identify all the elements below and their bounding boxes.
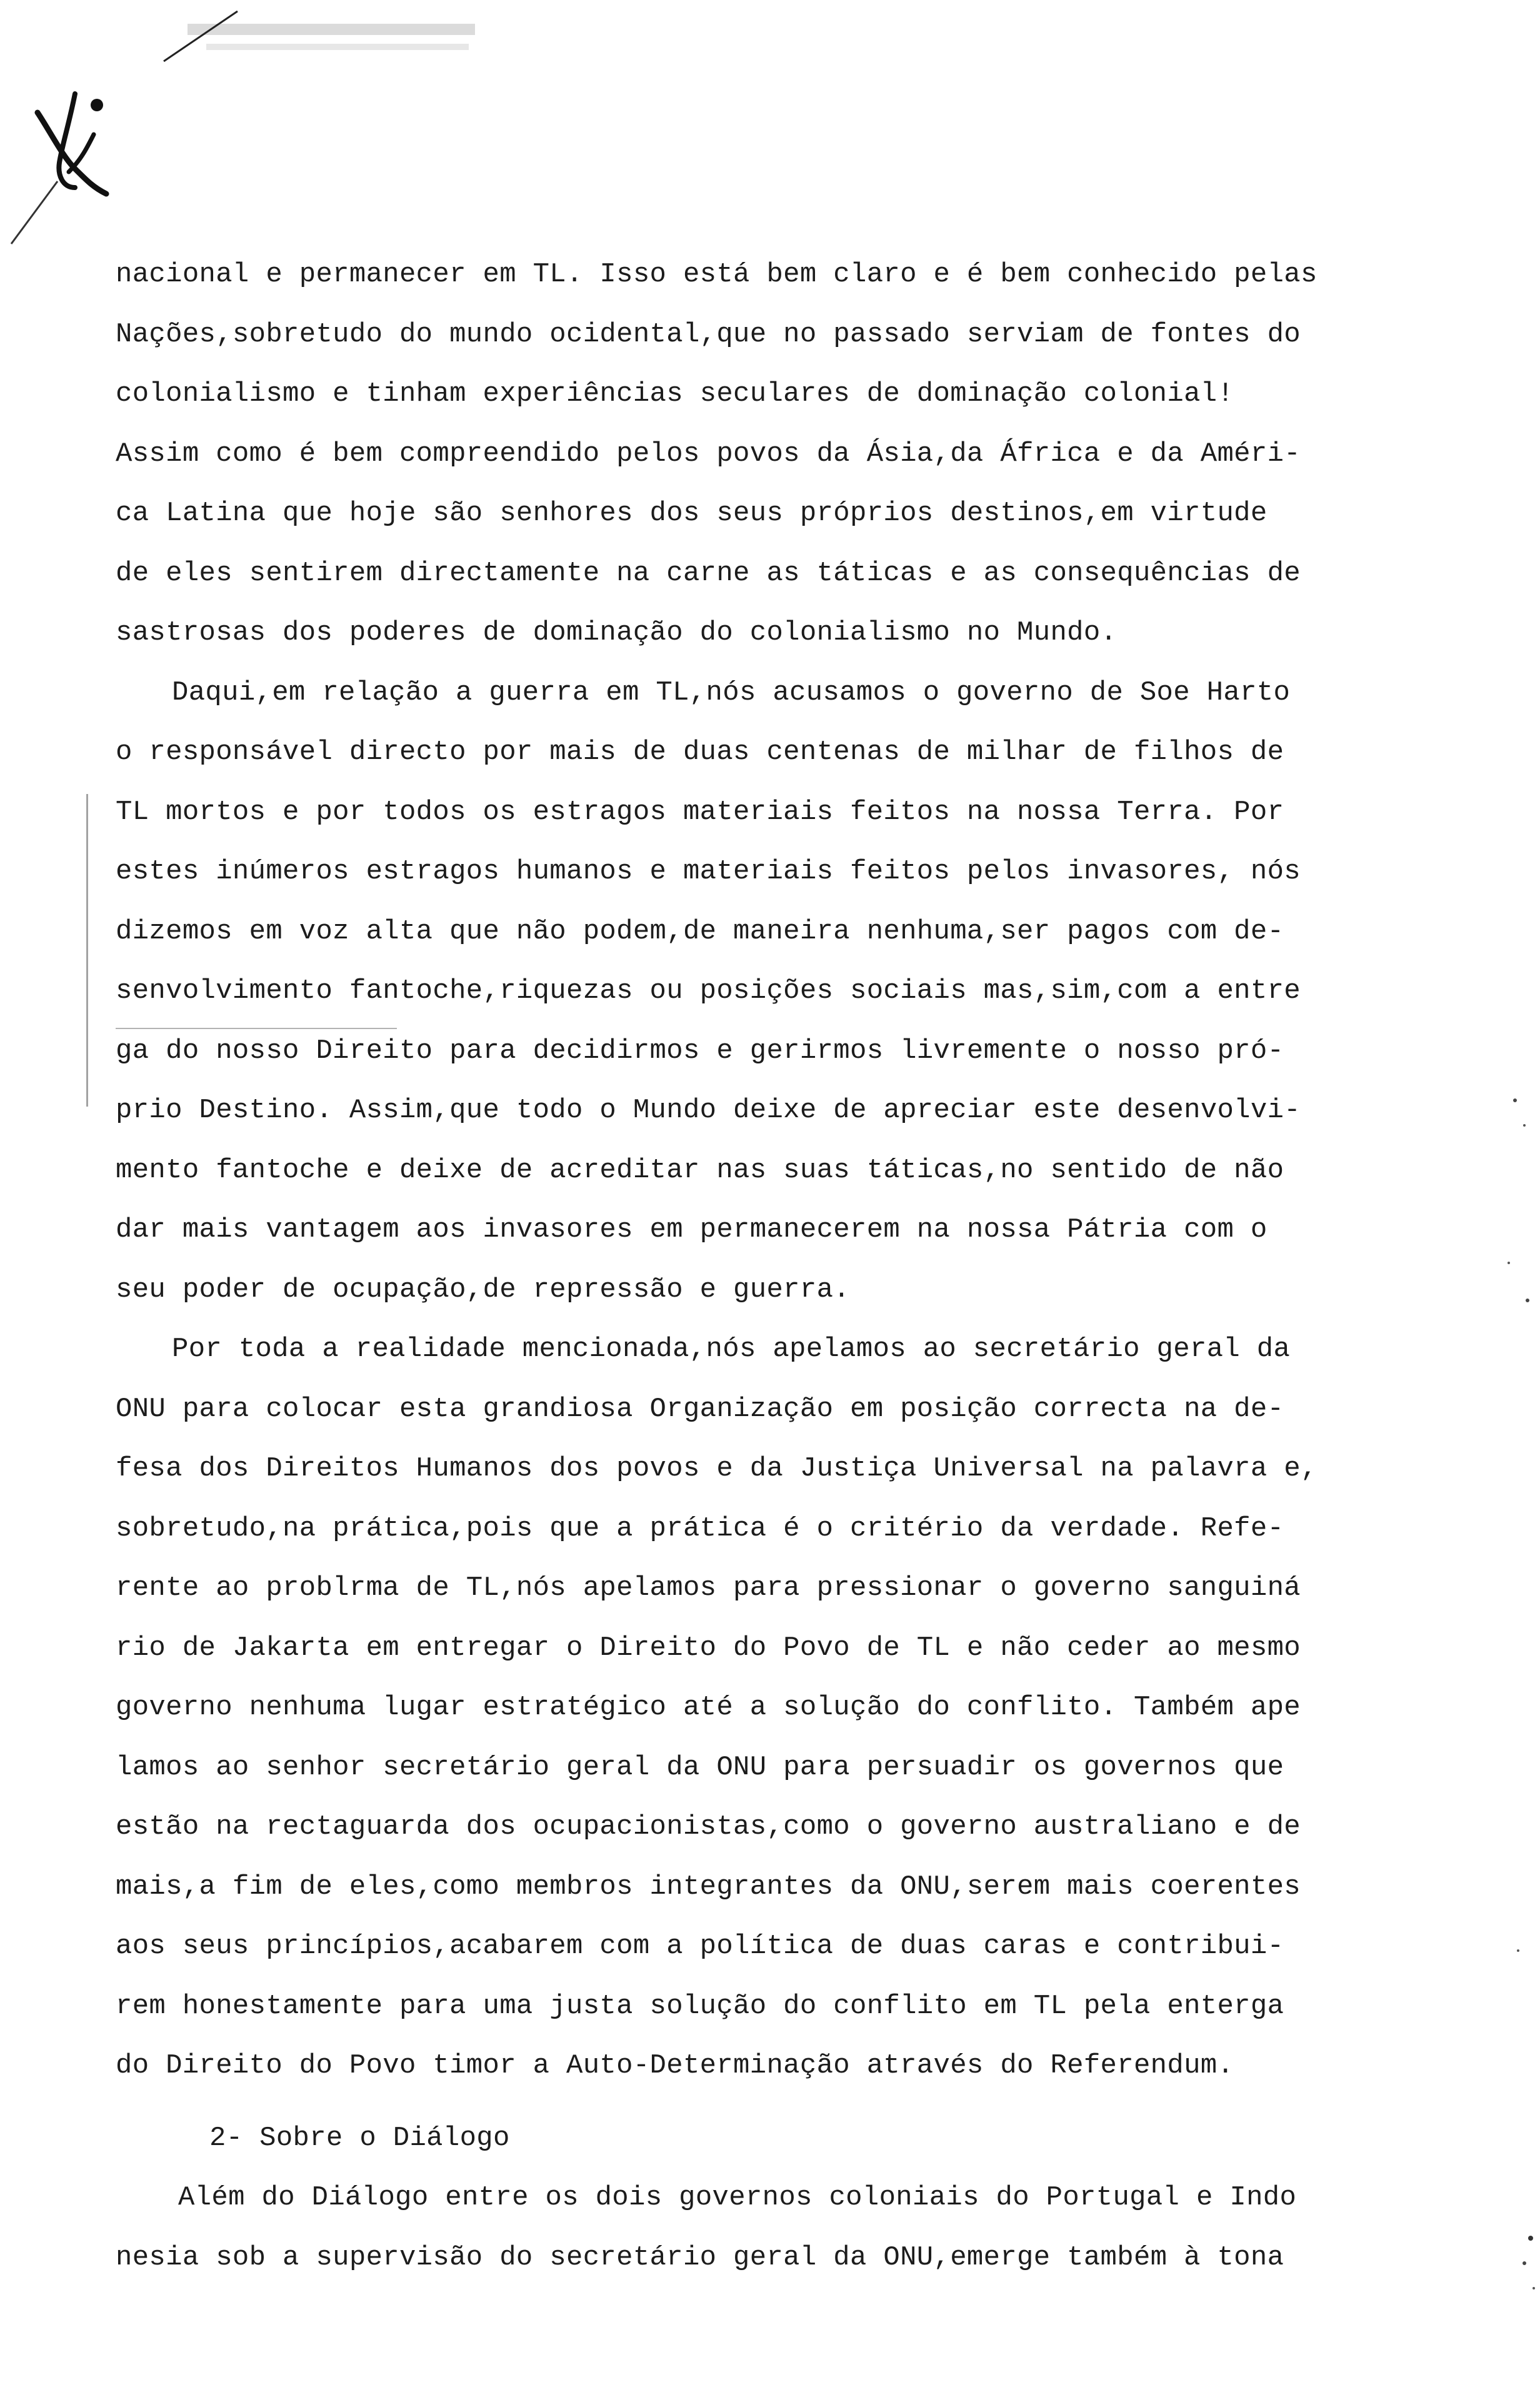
text-line: Nações,sobretudo do mundo ocidental,que no passado serviam de fontes do	[116, 318, 1301, 350]
handwritten-signature-mark	[0, 0, 512, 263]
section-heading: 2- Sobre o Diálogo	[209, 2122, 510, 2154]
text-line: dar mais vantagem aos invasores em permanecerem na nossa Pátria com o	[116, 1214, 1268, 1245]
typewritten-text	[116, 245, 1453, 2288]
text-line: ca Latina que hoje são senhores dos seus próprios destinos,em virtude	[116, 498, 1268, 529]
margin-pencil-line	[86, 794, 88, 1107]
text-line: estão na rectaguarda dos ocupacionistas,como o governo australiano e de	[116, 1811, 1301, 1842]
text-line: governo nenhuma lugar estratégico até a solução do conflito. Também ape	[116, 1692, 1301, 1723]
text-line: aos seus princípios,acabarem com a política de duas caras e contribui-	[116, 1931, 1284, 1962]
text-line: fesa dos Direitos Humanos dos povos e da Justiça Universal na palavra e,	[116, 1453, 1318, 1484]
text-line: seu poder de ocupação,de repressão e guerra.	[116, 1274, 850, 1305]
text-line: Por toda a realidade mencionada,nós apelamos ao secretário geral da	[172, 1334, 1291, 1365]
margin-specks	[1465, 938, 1540, 2376]
text-line: o responsável directo por mais de duas centenas de milhar de filhos de	[116, 736, 1284, 768]
text-line: colonialismo e tinham experiências seculares de dominação colonial!	[116, 378, 1234, 410]
text-line: rem honestamente para uma justa solução do conflito em TL pela enterga	[116, 1990, 1284, 2022]
text-line: de eles sentirem directamente na carne as táticas e as consequências de	[116, 557, 1301, 589]
text-line: ONU para colocar esta grandiosa Organização em posição correcta na de-	[116, 1393, 1284, 1425]
text-line: estes inúmeros estragos humanos e materiais feitos pelos invasores, nós	[116, 856, 1301, 887]
text-line: rio de Jakarta em entregar o Direito do Povo de TL e não ceder ao mesmo	[116, 1632, 1301, 1664]
text-line: sastrosas dos poderes de dominação do colonialismo no Mundo.	[116, 617, 1118, 648]
text-line: prio Destino. Assim,que todo o Mundo deixe de apreciar este desenvolvi-	[116, 1095, 1301, 1126]
text-line: mais,a fim de eles,como membros integrantes da ONU,serem mais coerentes	[116, 1871, 1301, 1902]
text-line: Além do Diálogo entre os dois governos coloniais do Portugal e Indo	[178, 2182, 1297, 2213]
text-line: TL mortos e por todos os estragos materiais feitos na nossa Terra. Por	[116, 796, 1284, 828]
text-line: mento fantoche e deixe de acreditar nas suas táticas,no sentido de não	[116, 1154, 1284, 1186]
text-line: senvolvimento fantoche,riquezas ou posições sociais mas,sim,com a entre	[116, 975, 1301, 1007]
text-line: ga do nosso Direito para decidirmos e gerirmos livremente o nosso pró-	[116, 1035, 1284, 1067]
text-line: sobretudo,na prática,pois que a prática é o critério da verdade. Refe-	[116, 1512, 1284, 1544]
text-line: Assim como é bem compreendido pelos povos da Ásia,da África e da Améri-	[116, 438, 1301, 470]
text-line: lamos ao senhor secretário geral da ONU para persuadir os governos que	[116, 1751, 1284, 1783]
text-line: rente ao problrma de TL,nós apelamos para pressionar o governo sanguiná	[116, 1572, 1301, 1604]
text-line: Daqui,em relação a guerra em TL,nós acusamos o governo de Soe Harto	[172, 676, 1291, 708]
text-line: do Direito do Povo timor a Auto-Determinação através do Referendum.	[116, 2050, 1234, 2081]
text-line: nesia sob a supervisão do secretário geral da ONU,emerge também à tona	[116, 2241, 1284, 2273]
text-line: nacional e permanecer em TL. Isso está bem claro e é bem conhecido pelas	[116, 259, 1318, 290]
text-line: dizemos em voz alta que não podem,de maneira nenhuma,ser pagos com de-	[116, 915, 1284, 947]
